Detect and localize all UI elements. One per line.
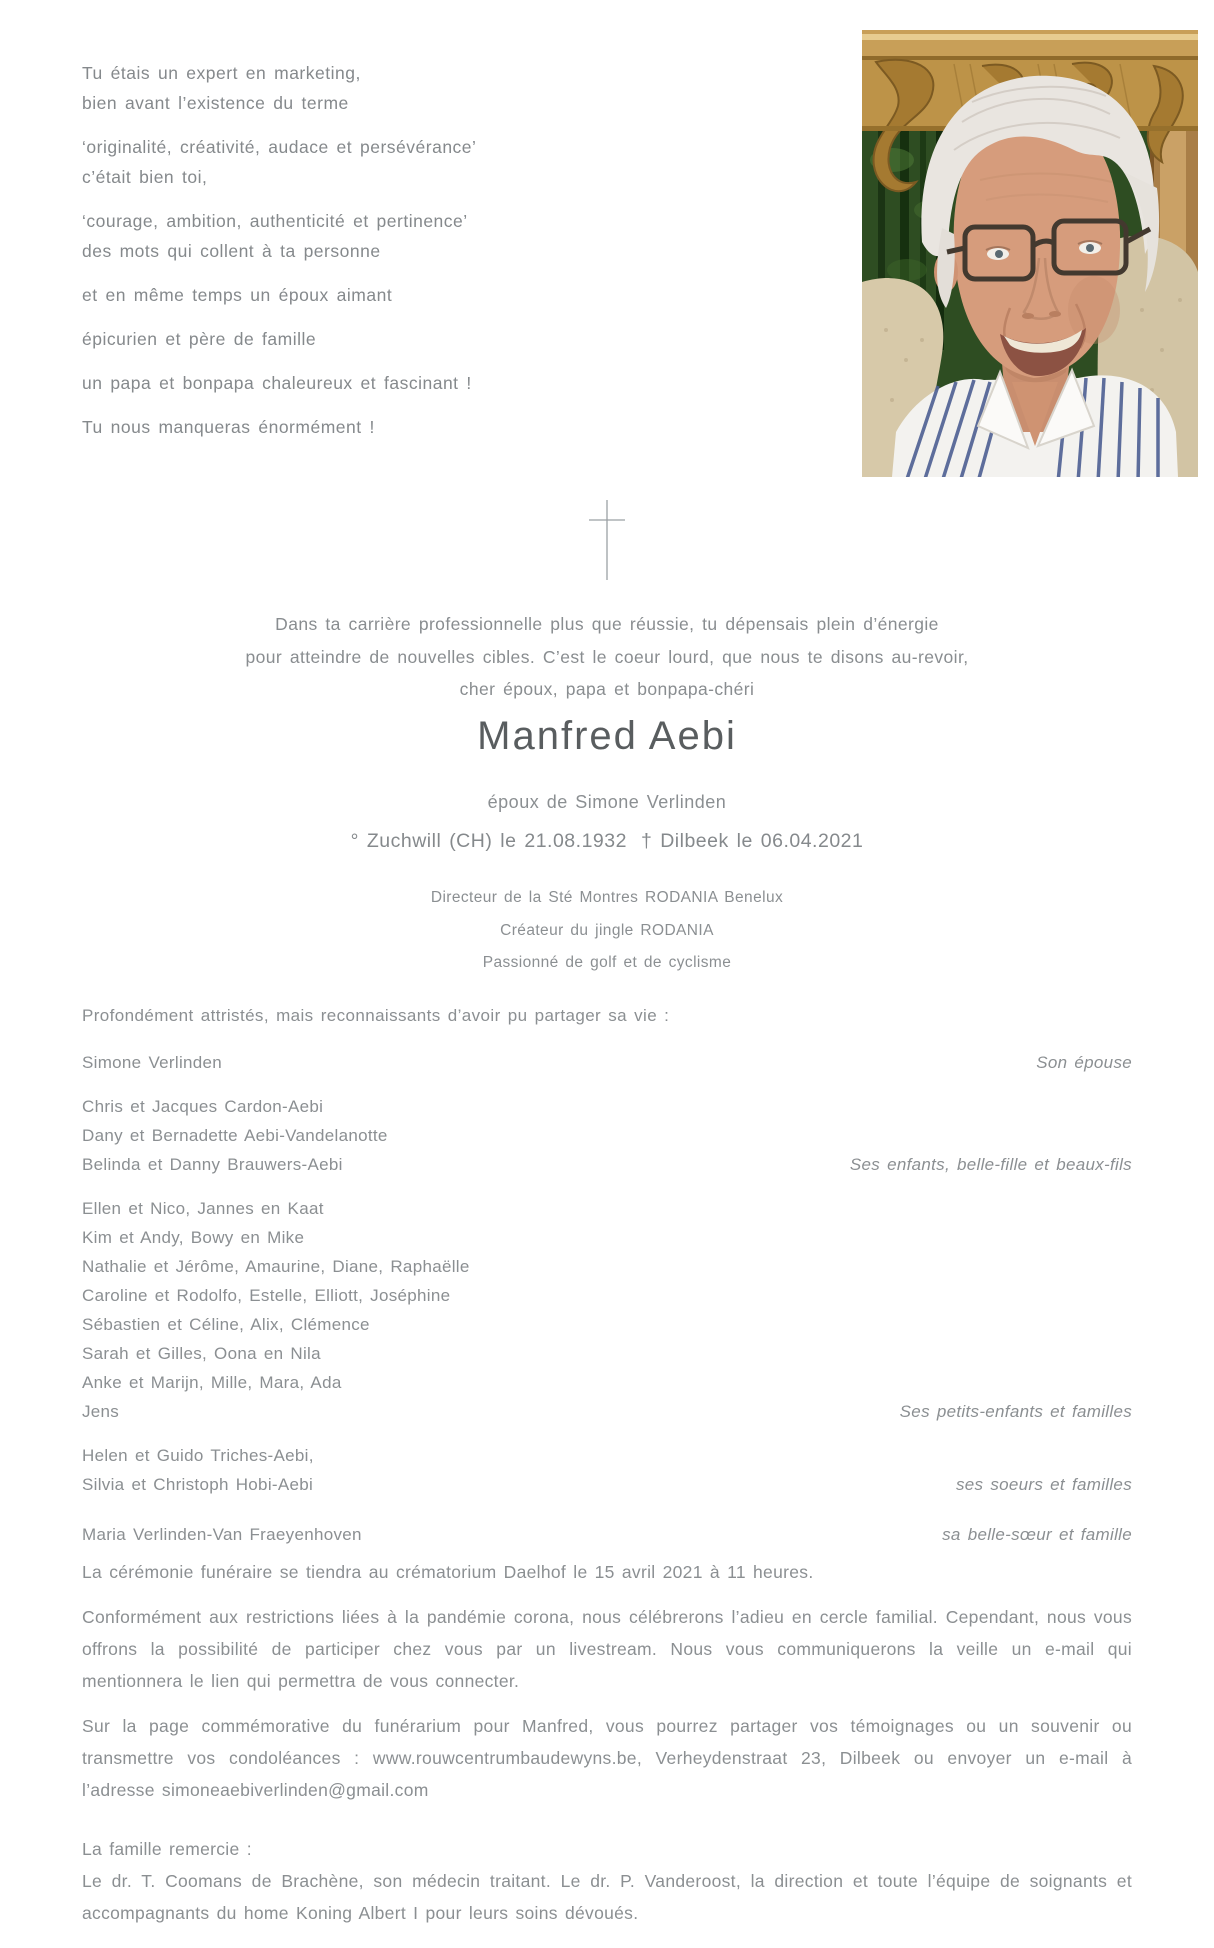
family-name: Belinda et Danny Brauwers-Aebi <box>82 1155 343 1174</box>
birth-date: ° Zuchwill (CH) le 21.08.1932 <box>350 830 627 852</box>
family-name: Anke et Marijn, Mille, Mara, Ada <box>82 1373 342 1392</box>
family-names <box>82 1048 222 1077</box>
covid-restrictions-paragraph: Conformément aux restrictions liées à la pandémie corona, nous célébrerons l’adieu en cercle familial. Cependant, nous vous offrons la possibilité de participer chez vous par un livestream. Nous vous communiquerons la veille un e-mail qui mentionnera le lien qui permettra de vous connecter. <box>82 1607 1132 1691</box>
family-relation-label: Ses petits-enfants et familles <box>899 1402 1132 1421</box>
family-group-grandchildren <box>82 1194 1132 1426</box>
family-names <box>82 1194 470 1426</box>
cross-divider <box>0 498 1214 582</box>
family-relation-label: ses soeurs et familles <box>955 1475 1132 1494</box>
thanks-body: Le dr. T. Coomans de Brachène, son médecin traitant. Le dr. P. Vanderoost, la direction et toute l’équipe de soignants et accompagnants du home Koning Albert I pour leurs soins dévoués. <box>82 1871 1132 1923</box>
poem-stanza <box>82 58 476 118</box>
family-name: Maria Verlinden-Van Fraeyenhoven <box>82 1525 362 1544</box>
family-name: Chris et Jacques Cardon-Aebi <box>82 1097 324 1116</box>
poem-line: ‘courage, ambition, authenticité et pertinence’ <box>82 211 468 231</box>
family-intro: Profondément attristés, mais reconnaissants d’avoir pu partager sa vie : <box>82 1006 670 1025</box>
title-line: Passionné de golf et de cyclisme <box>482 954 732 971</box>
poem-line: et en même temps un époux aimant <box>82 285 393 305</box>
family-name: Nathalie et Jérôme, Amaurine, Diane, Raphaëlle <box>82 1257 470 1276</box>
announcements <box>82 1556 1132 1929</box>
birth-death-line <box>0 830 1214 853</box>
deceased-name: Manfred Aebi <box>477 714 737 758</box>
family-names <box>82 1441 314 1499</box>
poem-stanza <box>82 324 476 354</box>
family-name: Ellen et Nico, Jannes en Kaat <box>82 1199 324 1218</box>
memorial-page-paragraph: Sur la page commémorative du funérarium pour Manfred, vous pourrez partager vos témoignages ou un souvenir ou transmettre vos condoléances : www.rouwcentrumbaudewyns.be, Verheydenstraat 23, Dilbeek ou envoyer un e-mail à l’adresse simoneaebiverlinden@gmail.com <box>82 1716 1132 1800</box>
family-name: Dany et Bernadette Aebi-Vandelanotte <box>82 1126 388 1145</box>
poem-line: c’était bien toi, <box>82 167 208 187</box>
farewell-line: pour atteindre de nouvelles cibles. C’est le coeur lourd, que nous te disons au-revoir, <box>245 646 969 667</box>
farewell-line: cher époux, papa et bonpapa-chéri <box>459 679 755 699</box>
farewell-paragraph <box>0 608 1214 706</box>
portrait-illustration <box>862 30 1198 477</box>
family-name: Silvia et Christoph Hobi-Aebi <box>82 1475 314 1494</box>
poem-line: des mots qui collent à ta personne <box>82 241 381 261</box>
family-name: Caroline et Rodolfo, Estelle, Elliott, Joséphine <box>82 1286 451 1305</box>
portrait-photo <box>862 30 1198 477</box>
family-relation-label: sa belle-sœur et famille <box>942 1525 1132 1544</box>
family-group-spouse <box>82 1048 1132 1077</box>
thanks-header: La famille remercie : <box>82 1839 252 1859</box>
family-group-children <box>82 1092 1132 1179</box>
family-name: Sarah et Gilles, Oona en Nila <box>82 1344 321 1363</box>
poem-stanza <box>82 280 476 310</box>
poem <box>82 58 476 456</box>
family-name: Simone Verlinden <box>82 1053 223 1072</box>
family-name: Kim et Andy, Bowy en Mike <box>82 1228 305 1247</box>
poem-line: ‘originalité, créativité, audace et persévérance’ <box>82 137 477 157</box>
poem-stanza <box>82 206 476 266</box>
family-names <box>82 1092 388 1179</box>
family-list <box>82 1048 1132 1549</box>
poem-line: épicurien et père de famille <box>82 329 317 349</box>
poem-stanza <box>82 132 476 192</box>
family-group-sisters <box>82 1441 1132 1499</box>
poem-line: un papa et bonpapa chaleureux et fascinant ! <box>82 373 472 393</box>
title-line: Directeur de la Sté Montres RODANIA Benelux <box>430 889 784 906</box>
poem-line: Tu nous manqueras énormément ! <box>82 417 375 437</box>
death-date: † Dilbeek le 06.04.2021 <box>640 830 864 852</box>
poem-line: bien avant l’existence du terme <box>82 93 349 113</box>
cross-icon <box>587 498 627 582</box>
family-relation-label: Ses enfants, belle-fille et beaux-fils <box>849 1155 1132 1174</box>
poem-stanza <box>82 368 476 398</box>
poem-stanza <box>82 412 476 442</box>
family-name: Jens <box>82 1402 120 1421</box>
life-titles <box>0 882 1214 980</box>
family-name: Sébastien et Céline, Alix, Clémence <box>82 1315 370 1334</box>
title-line: Créateur du jingle RODANIA <box>500 921 714 939</box>
spouse-line: époux de Simone Verlinden <box>487 792 727 812</box>
family-names <box>82 1520 362 1549</box>
family-relation-label: Son épouse <box>1036 1053 1132 1072</box>
family-group-sister-in-law <box>82 1520 1132 1549</box>
ceremony-announcement: La cérémonie funéraire se tiendra au crématorium Daelhof le 15 avril 2021 à 11 heures. <box>82 1562 814 1582</box>
farewell-line: Dans ta carrière professionnelle plus que réussie, tu dépensais plein d’énergie <box>275 614 939 634</box>
family-name: Helen et Guido Triches-Aebi, <box>82 1446 314 1465</box>
poem-line: Tu étais un expert en marketing, <box>82 63 361 83</box>
